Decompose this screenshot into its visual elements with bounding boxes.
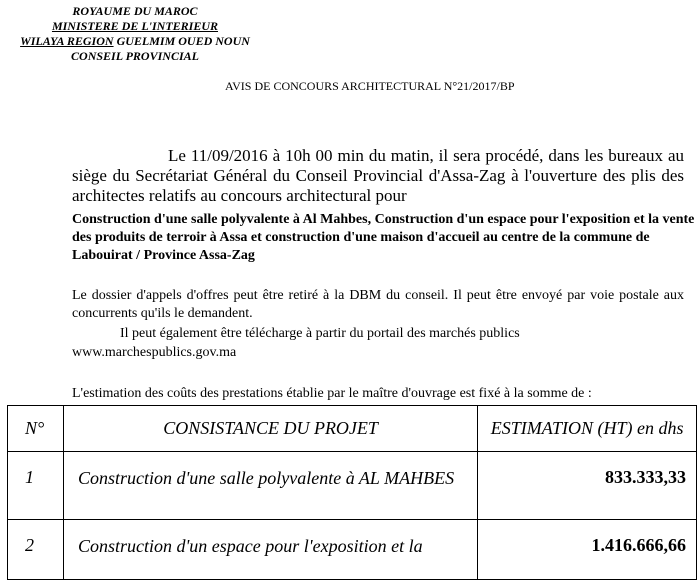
dossier-paragraph: Le dossier d'appels d'offres peut être retiré à la DBM du conseil. Il peut être envoyé par voie postale aux concurrents qu'ils le demandent.	[72, 288, 684, 321]
row-amount: 833.333,33	[478, 452, 697, 520]
row-description: Construction d'un espace pour l'exposition et la	[63, 520, 477, 580]
estimation-paragraph: L'estimation des coûts des prestations établie par le maître d'ouvrage est fixé à la somme de :	[72, 386, 592, 401]
download-paragraph: Il peut également être télécharge à partir du portail des marchés publics	[120, 326, 520, 341]
col-header-number: N°	[8, 406, 64, 452]
intro-paragraph	[72, 146, 684, 206]
table-header-row	[8, 406, 697, 452]
header-region	[0, 34, 270, 49]
row-number: 2	[8, 520, 64, 580]
row-amount: 1.416.666,66	[478, 520, 697, 580]
table-row	[8, 452, 697, 520]
row-number: 1	[8, 452, 64, 520]
header-block	[0, 4, 270, 64]
col-header-estimation: ESTIMATION (HT) en dhs	[478, 406, 697, 452]
project-description: Construction d'une salle polyvalente à Al Mahbes, Construction d'un espace pour l'exposition et la vente des produits de terroir à Assa et construction d'une maison d'accueil au centre de la commune de Labouirat / Province Assa-Zag	[72, 212, 695, 263]
notice-title: AVIS DE CONCOURS ARCHITECTURAL N°21/2017/BP	[225, 79, 515, 93]
website-link[interactable]: www.marchespublics.gov.ma	[72, 345, 237, 360]
col-header-project: CONSISTANCE DU PROJET	[63, 406, 477, 452]
intro-text: Le 11/09/2016 à 10h 00 min du matin, il sera procédé, dans les bureaux au siège du Secrétariat Général du Conseil Provincial d'Assa-Zag à l'ouverture des plis des architectes relatifs au concours architectural pour	[72, 146, 684, 205]
estimation-table	[7, 405, 697, 580]
header-region-rest: GUELMIM OUED NOUN	[113, 34, 250, 48]
header-region-underlined: WILAYA REGION	[20, 34, 114, 48]
header-ministry: MINISTERE DE L'INTERIEUR	[51, 19, 219, 33]
table-row	[8, 520, 697, 580]
header-kingdom: ROYAUME DU MAROC	[72, 4, 198, 18]
row-description: Construction d'une salle polyvalente à AL MAHBES	[63, 452, 477, 520]
header-council: CONSEIL PROVINCIAL	[71, 49, 199, 63]
